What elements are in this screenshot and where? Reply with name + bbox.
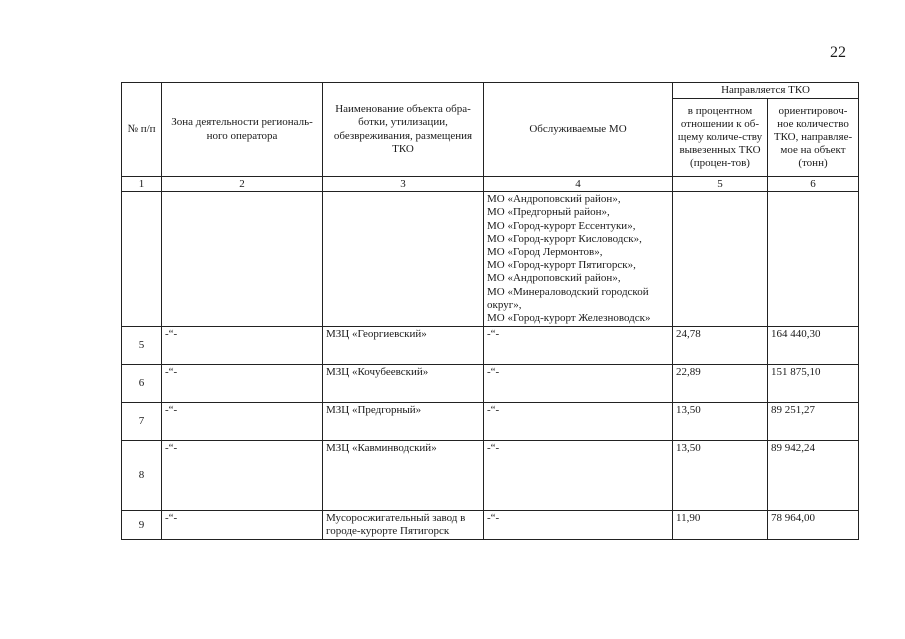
table-row <box>122 192 859 327</box>
column-number: 4 <box>484 177 673 192</box>
row-zone: -“- <box>162 403 323 441</box>
row-zone: -“- <box>162 441 323 511</box>
header-zone: Зона деятельности региональ-ного оператора <box>162 83 323 177</box>
list-item: МО «Город Лермонтов», <box>487 245 603 258</box>
column-number: 2 <box>162 177 323 192</box>
row-object: Мусоросжигательный завод в городе-курорте Пятигорск <box>323 511 484 540</box>
column-number: 3 <box>323 177 484 192</box>
list-item: МО «Город-курорт Железноводск» <box>487 311 651 324</box>
list-item: МО «Предгорный район», <box>487 206 610 219</box>
waste-destination-table <box>121 82 859 540</box>
list-item: МО «Андроповский район», <box>487 272 621 285</box>
row-num: 5 <box>122 327 162 365</box>
list-item: МО «Город-курорт Кисловодск», <box>487 232 642 245</box>
row-zone: -“- <box>162 511 323 540</box>
row-percent: 13,50 <box>673 403 768 441</box>
row-object: МЗЦ «Кочубеевский» <box>323 365 484 403</box>
column-number: 5 <box>673 177 768 192</box>
row-tons: 164 440,30 <box>768 327 859 365</box>
table-row <box>122 403 859 441</box>
row-mo: -“- <box>484 365 673 403</box>
row-object: МЗЦ «Кавминводский» <box>323 441 484 511</box>
list-item: МО «Андроповский район», <box>487 193 621 206</box>
row-mo: -“- <box>484 327 673 365</box>
page-number: 22 <box>830 44 846 61</box>
row-percent: 11,90 <box>673 511 768 540</box>
row-zone: -“- <box>162 365 323 403</box>
list-item: МО «Минераловодский городской <box>487 285 649 298</box>
row-mo: -“- <box>484 403 673 441</box>
row-num: 7 <box>122 403 162 441</box>
row-object: МЗЦ «Предгорный» <box>323 403 484 441</box>
column-number: 1 <box>122 177 162 192</box>
served-mo-list <box>484 192 673 327</box>
header-num: № п/п <box>122 83 162 177</box>
header-object: Наименование объекта обра-ботки, утилизации, обезвреживания, размещения ТКО <box>323 83 484 177</box>
header-directed: Направляется ТКО <box>673 83 859 99</box>
row-percent: 13,50 <box>673 441 768 511</box>
column-number-row <box>122 177 859 192</box>
header-tons: ориентировоч-ное количество ТКО, направляе-мое на объект (тонн) <box>768 99 859 177</box>
row-mo: -“- <box>484 441 673 511</box>
row-num: 8 <box>122 441 162 511</box>
header-mo: Обслуживаемые МО <box>484 83 673 177</box>
table-row <box>122 511 859 540</box>
row-percent: 22,89 <box>673 365 768 403</box>
column-number: 6 <box>768 177 859 192</box>
row-tons: 151 875,10 <box>768 365 859 403</box>
row-percent: 24,78 <box>673 327 768 365</box>
row-tons: 78 964,00 <box>768 511 859 540</box>
table-row <box>122 327 859 365</box>
list-item: МО «Город-курорт Ессентуки», <box>487 219 636 232</box>
row-object: МЗЦ «Георгиевский» <box>323 327 484 365</box>
row-tons: 89 251,27 <box>768 403 859 441</box>
header-percent: в процентном отношении к об-щему количе-ству вывезенных ТКО (процен-тов) <box>673 99 768 177</box>
row-num: 9 <box>122 511 162 540</box>
table-row <box>122 441 859 511</box>
row-zone: -“- <box>162 327 323 365</box>
row-mo: -“- <box>484 511 673 540</box>
list-item: МО «Город-курорт Пятигорск», <box>487 259 636 272</box>
list-item: округ», <box>487 298 522 311</box>
row-num: 6 <box>122 365 162 403</box>
row-tons: 89 942,24 <box>768 441 859 511</box>
table-row <box>122 365 859 403</box>
